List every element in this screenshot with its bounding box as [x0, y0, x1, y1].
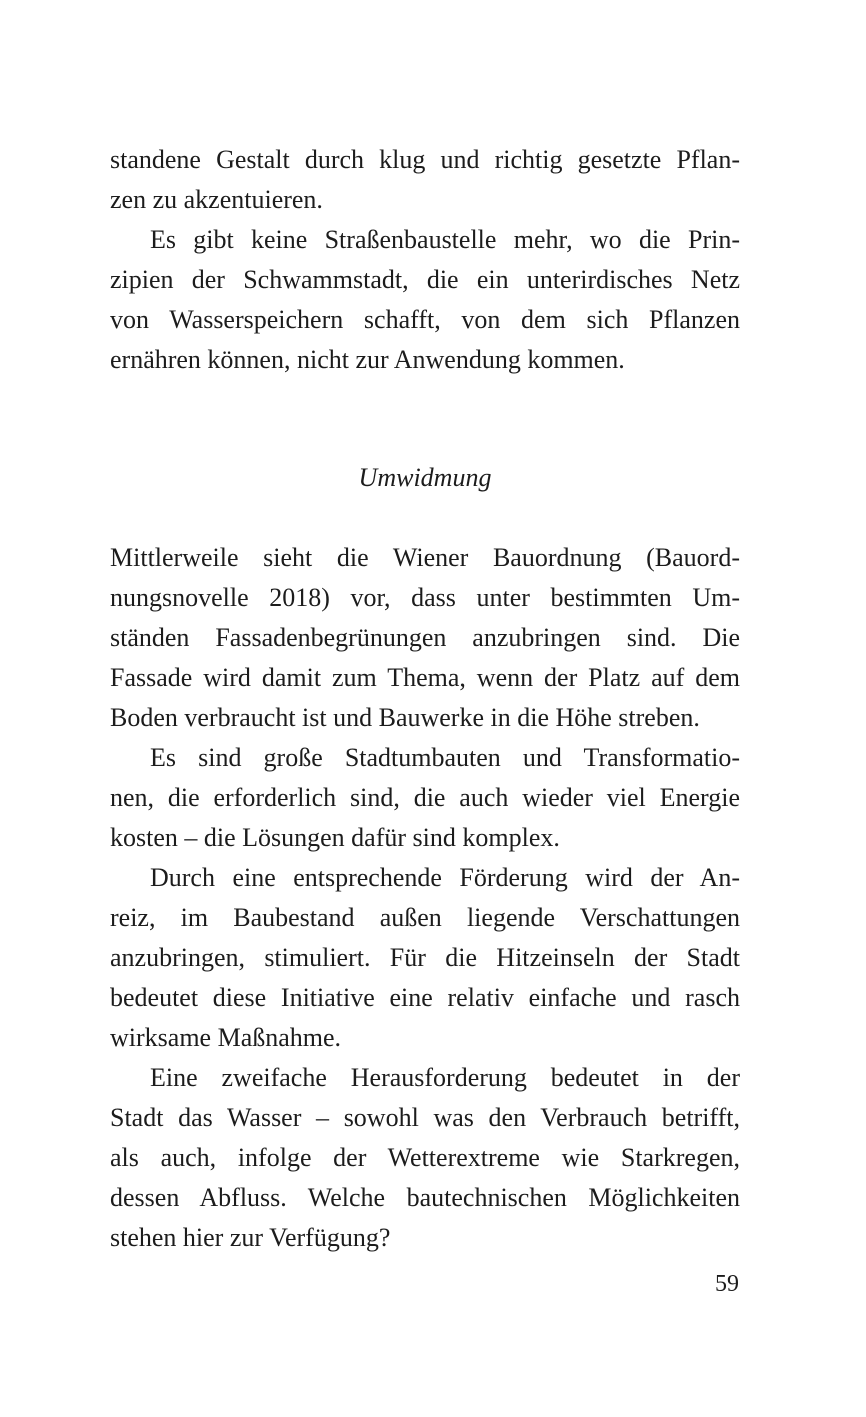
- text-line: stehen hier zur Verfügung?: [110, 1223, 391, 1252]
- section-heading: Umwidmung: [358, 463, 492, 492]
- text-line: Mittlerweile sieht die Wiener Bauordnung (Bauord-: [110, 543, 740, 572]
- text-line: nen, die erforderlich sind, die auch wieder viel Energie: [110, 783, 740, 812]
- text-line: von Wasserspeichern schafft, von dem sich Pflanzen: [110, 305, 740, 334]
- text-line: bedeutet diese Initiative eine relativ einfache und rasch: [110, 983, 740, 1012]
- text-line: Stadt das Wasser – sowohl was den Verbrauch betrifft,: [110, 1103, 740, 1132]
- text-line: reiz, im Baubestand außen liegende Verschattungen: [110, 903, 740, 932]
- text-line: Fassade wird damit zum Thema, wenn der Platz auf dem: [110, 663, 740, 692]
- text-line: ernähren können, nicht zur Anwendung kommen.: [110, 345, 625, 374]
- page-number: 59: [715, 1271, 739, 1297]
- text-line: standene Gestalt durch klug und richtig gesetzte Pflan-: [110, 145, 740, 174]
- text-line: zen zu akzentuieren.: [110, 185, 323, 214]
- text-line: Es gibt keine Straßenbaustelle mehr, wo die Prin-: [150, 225, 740, 254]
- text-line: Es sind große Stadtumbauten und Transformatio-: [150, 743, 740, 772]
- text-line: nungsnovelle 2018) vor, dass unter bestimmten Um-: [110, 583, 740, 612]
- text-line: anzubringen, stimuliert. Für die Hitzeinseln der Stadt: [110, 943, 740, 972]
- text-line: wirksame Maßnahme.: [110, 1023, 342, 1052]
- text-line: zipien der Schwammstadt, die ein unterirdisches Netz: [110, 265, 740, 294]
- text-line: dessen Abfluss. Welche bautechnischen Möglichkeiten: [110, 1183, 740, 1212]
- text-line: als auch, infolge der Wetterextreme wie Starkregen,: [110, 1143, 740, 1172]
- text-line: Boden verbraucht ist und Bauwerke in die Höhe streben.: [110, 703, 700, 732]
- text-line: Durch eine entsprechende Förderung wird der An-: [150, 863, 740, 892]
- text-line: Eine zweifache Herausforderung bedeutet in der: [150, 1063, 740, 1092]
- text-line: ständen Fassadenbegrünungen anzubringen sind. Die: [110, 623, 740, 652]
- text-line: kosten – die Lösungen dafür sind komplex.: [110, 823, 560, 852]
